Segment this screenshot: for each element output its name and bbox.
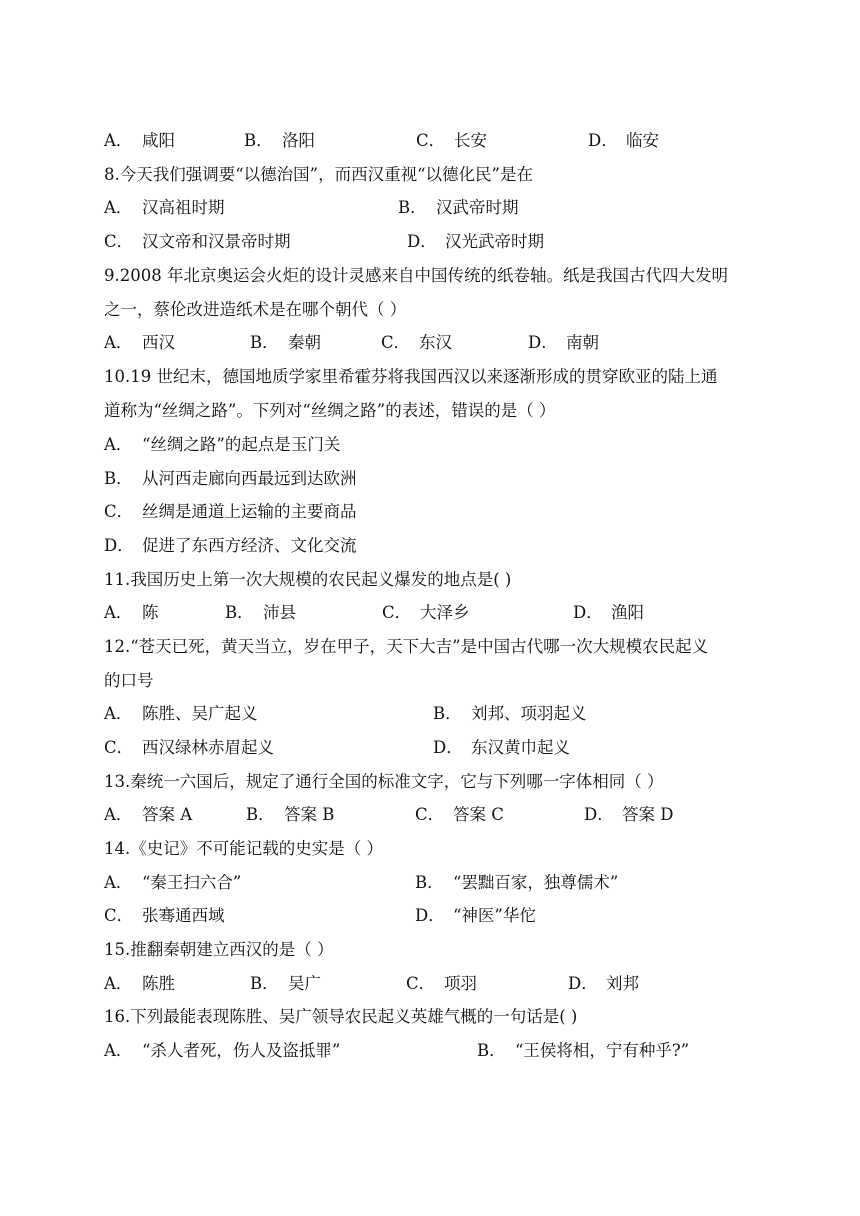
q12-option-d[interactable]: D． 东汉黄巾起义 [433, 738, 570, 757]
q16-option-a[interactable]: A． “杀人者死，伤人及盗抵罪” [104, 1041, 341, 1060]
q11-stem: 11.我国历史上第一次大规模的农民起义爆发的地点是( ) [104, 570, 512, 589]
q16-option-b[interactable]: B． “王侯将相，宁有种乎?” [477, 1041, 690, 1060]
q9-option-d[interactable]: D． 南朝 [528, 333, 599, 352]
q8-option-b[interactable]: B． 汉武帝时期 [398, 198, 519, 217]
q16-stem: 16.下列最能表现陈胜、吴广领导农民起义英雄气概的一句话是( ) [104, 1007, 578, 1026]
q15-option-d[interactable]: D． 刘邦 [568, 974, 639, 993]
q15-option-a[interactable]: A． 陈胜 [104, 974, 175, 993]
q12-stem-line-2: 的口号 [104, 671, 154, 690]
q9-stem-line-2: 之一，蔡伦改进造纸术是在哪个朝代（ ） [104, 300, 407, 319]
q11-option-c[interactable]: C． 大泽乡 [382, 603, 470, 622]
q8-option-a[interactable]: A． 汉高祖时期 [104, 198, 225, 217]
q11-option-d[interactable]: D． 渔阳 [573, 603, 644, 622]
q15-stem: 15.推翻秦朝建立西汉的是（ ） [104, 940, 334, 959]
q10-stem-line-1: 10.19 世纪末，德国地质学家里希霍芬将我国西汉以来逐渐形成的贯穿欧亚的陆上通 [104, 367, 718, 386]
q14-option-c[interactable]: C． 张骞通西域 [104, 906, 225, 925]
q12-option-b[interactable]: B． 刘邦、项羽起义 [433, 704, 587, 723]
q14-option-d[interactable]: D． “神医”华佗 [415, 906, 536, 925]
q10-option-d[interactable]: D． 促进了东西方经济、文化交流 [104, 536, 357, 555]
q12-stem-line-1: 12.“苍天已死，黄天当立，岁在甲子，天下大吉”是中国古代哪一次大规模农民起义 [104, 637, 709, 656]
q13-option-b[interactable]: B． 答案 B [246, 805, 335, 824]
q13-option-c[interactable]: C． 答案 C [415, 805, 504, 824]
q10-option-a[interactable]: A． “丝绸之路”的起点是玉门关 [104, 435, 341, 454]
q13-option-a[interactable]: A． 答案 A [104, 805, 193, 824]
q14-option-a[interactable]: A． “秦王扫六合” [104, 873, 242, 892]
q7-option-b[interactable]: B． 洛阳 [244, 131, 315, 150]
q11-option-a[interactable]: A． 陈 [104, 603, 159, 622]
q9-stem-line-1: 9.2008 年北京奥运会火炬的设计灵感来自中国传统的纸卷轴。纸是我国古代四大发明 [104, 266, 728, 285]
q12-option-a[interactable]: A． 陈胜、吴广起义 [104, 704, 258, 723]
q10-option-c[interactable]: C． 丝绸是通道上运输的主要商品 [104, 502, 357, 521]
q7-option-c[interactable]: C． 长安 [416, 131, 487, 150]
q14-option-b[interactable]: B． “罢黜百家，独尊儒术” [415, 873, 619, 892]
q7-option-a[interactable]: A． 咸阳 [104, 131, 175, 150]
q7-option-d[interactable]: D． 临安 [588, 131, 659, 150]
q10-option-b[interactable]: B． 从河西走廊向西最远到达欧洲 [104, 469, 357, 488]
q15-option-b[interactable]: B． 吴广 [250, 974, 321, 993]
q9-option-b[interactable]: B． 秦朝 [250, 333, 321, 352]
q13-stem: 13.秦统一六国后，规定了通行全国的标准文字，它与下列哪一字体相同（ ） [104, 772, 664, 791]
q8-stem: 8.今天我们强调要“以德治国”，而西汉重视“以德化民”是在 [104, 165, 533, 184]
q12-option-c[interactable]: C． 西汉绿林赤眉起义 [104, 738, 274, 757]
q8-option-d[interactable]: D． 汉光武帝时期 [407, 232, 544, 251]
q13-option-d[interactable]: D． 答案 D [584, 805, 674, 824]
q9-option-a[interactable]: A． 西汉 [104, 333, 175, 352]
q10-stem-line-2: 道称为“丝绸之路”。下列对“丝绸之路”的表述，错误的是（ ） [104, 401, 556, 420]
q15-option-c[interactable]: C． 项羽 [406, 974, 477, 993]
q8-option-c[interactable]: C． 汉文帝和汉景帝时期 [104, 232, 291, 251]
q14-stem: 14.《史记》不可能记载的史实是（ ） [104, 839, 383, 858]
q11-option-b[interactable]: B． 沛县 [225, 603, 296, 622]
q9-option-c[interactable]: C． 东汉 [381, 333, 452, 352]
